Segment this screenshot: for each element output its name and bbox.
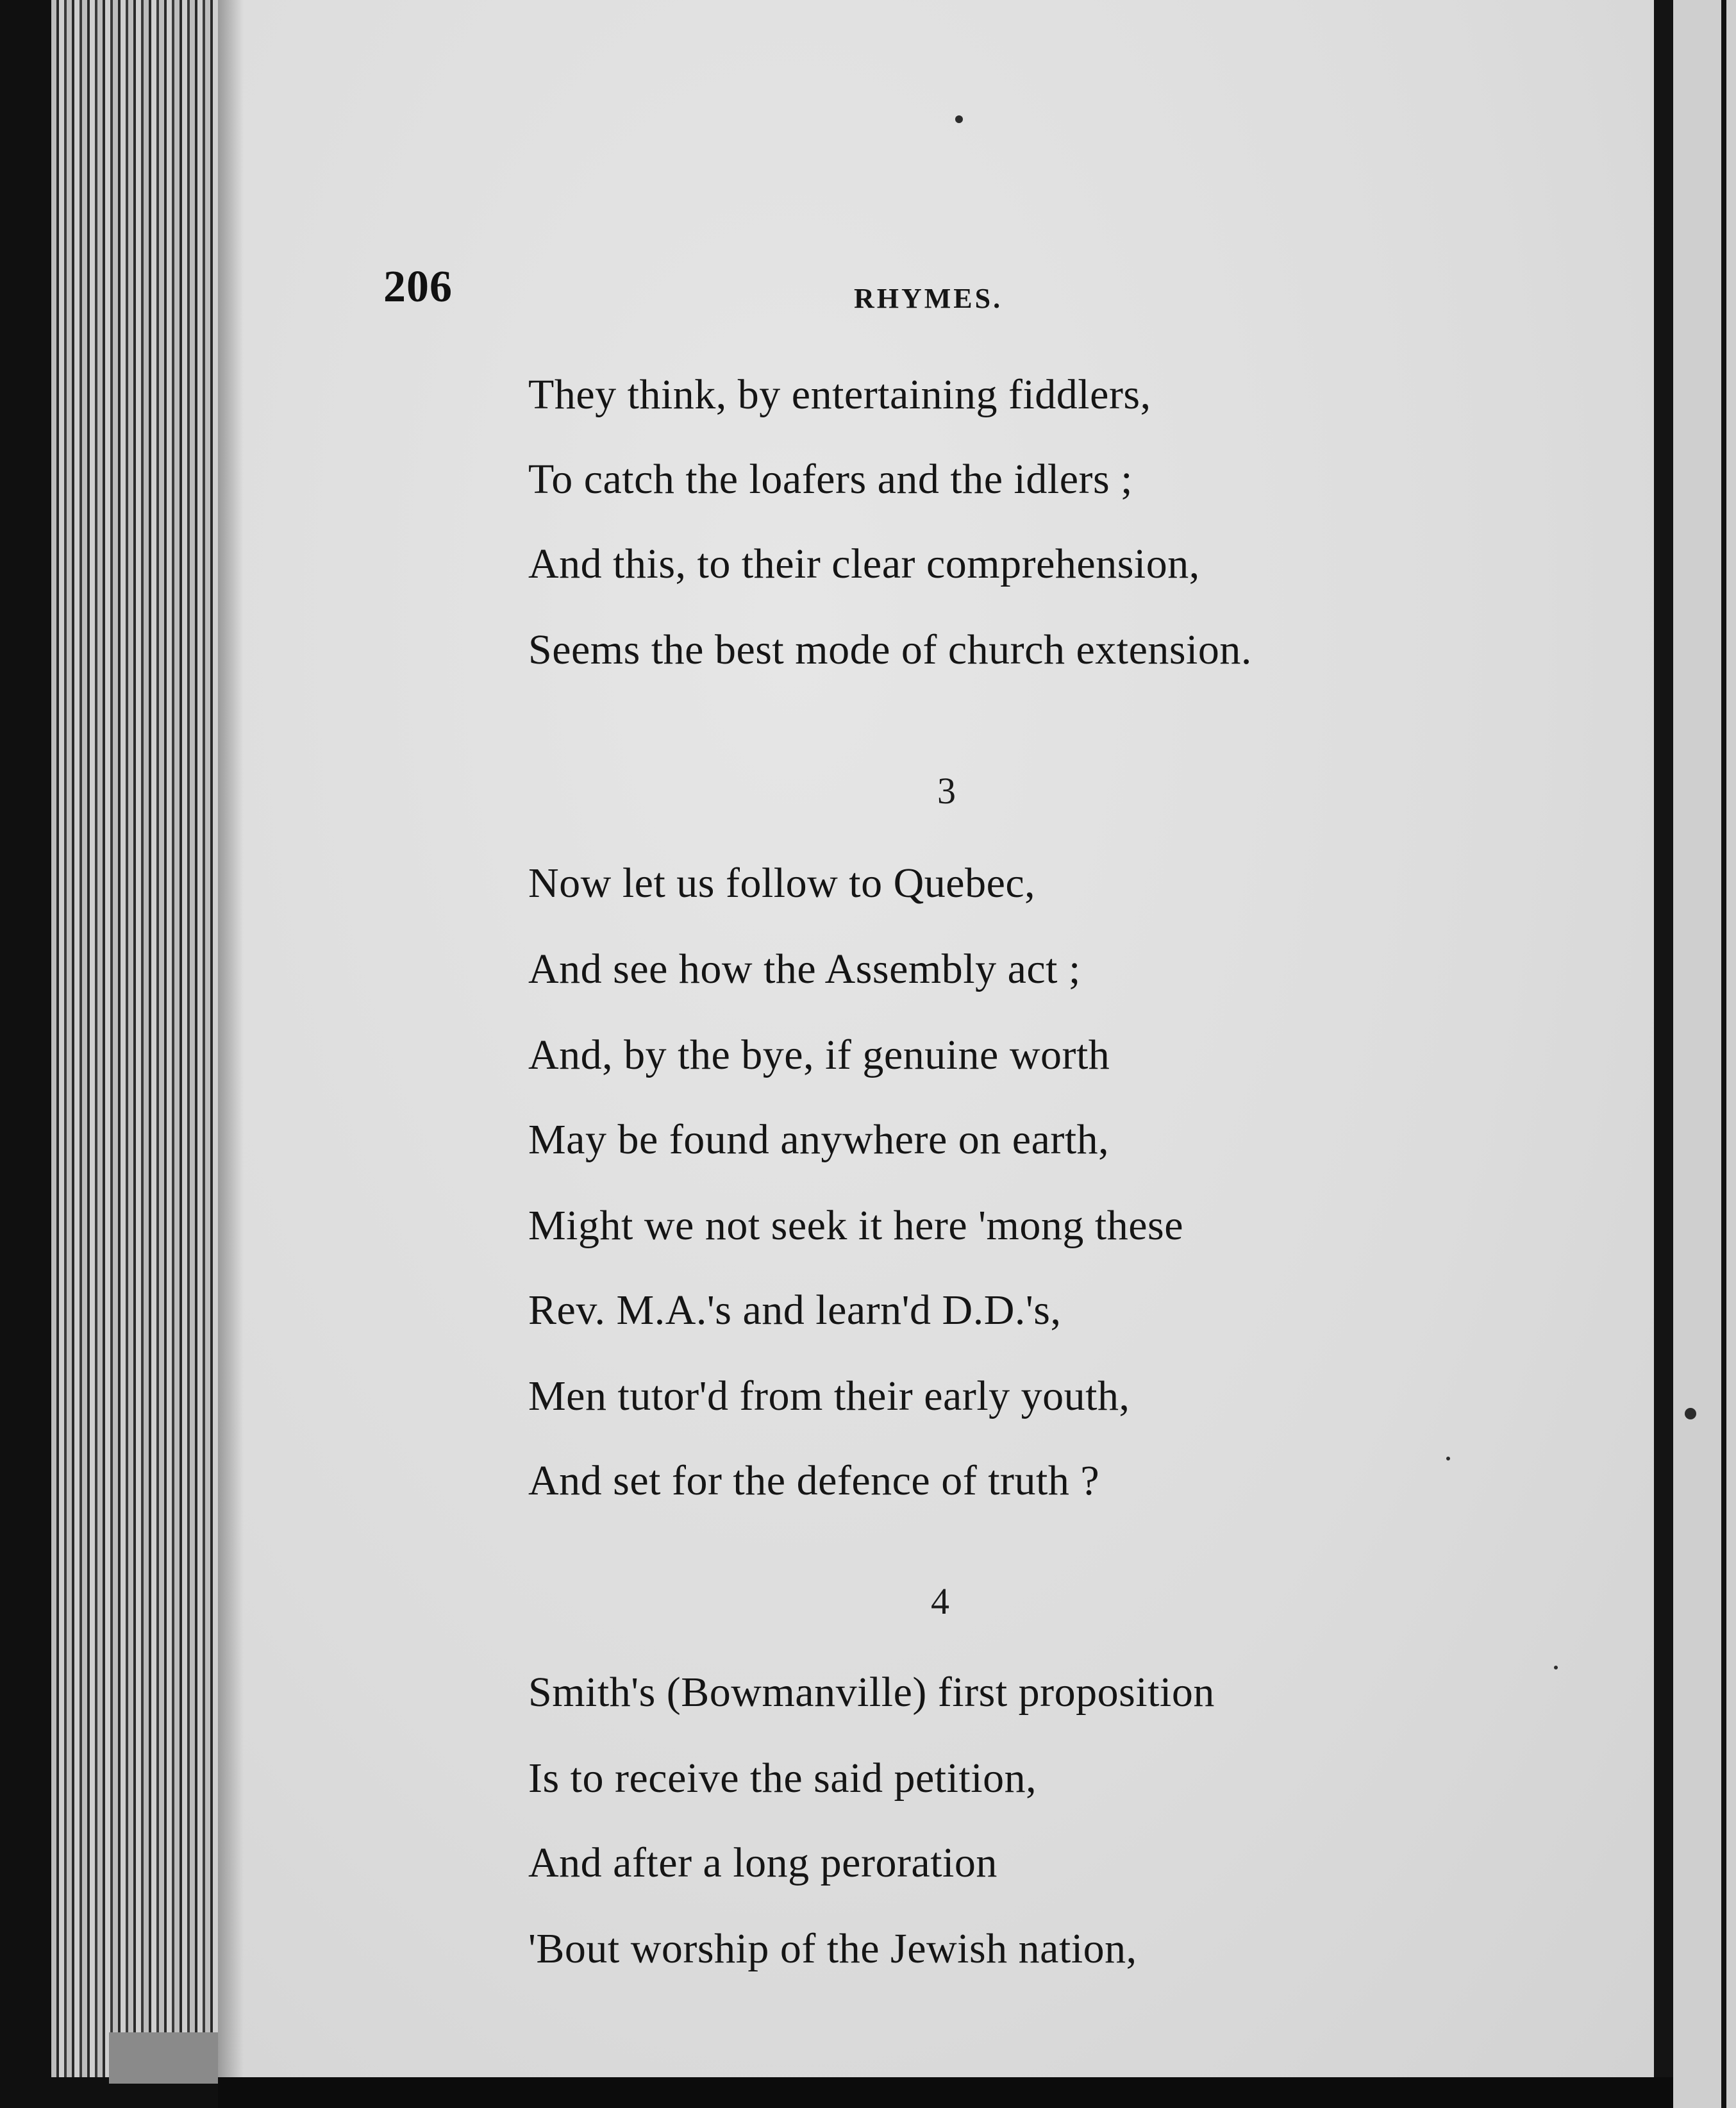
bottom-edge <box>218 2077 1673 2108</box>
verse-line: Might we not seek it here 'mong these <box>528 1202 1184 1249</box>
right-margin-line <box>1721 0 1726 2108</box>
gutter-shadow <box>218 0 244 2077</box>
page-stack-corner <box>109 2032 224 2084</box>
verse-line: And set for the defence of truth ? <box>528 1457 1100 1504</box>
verse-line: They think, by entertaining fiddlers, <box>528 371 1151 418</box>
running-head: RHYMES. <box>854 283 1003 314</box>
stanza-number: 3 <box>937 770 956 812</box>
verse-line: And this, to their clear comprehension, <box>528 540 1200 587</box>
verse-line: And, by the bye, if genuine worth <box>528 1032 1110 1078</box>
verse-line: Rev. M.A.'s and learn'd D.D.'s, <box>528 1287 1062 1334</box>
verse-line: Seems the best mode of church extension. <box>528 626 1252 673</box>
page-number: 206 <box>383 262 453 312</box>
verse-line: And after a long peroration <box>528 1839 997 1886</box>
verse-line: Men tutor'd from their early youth, <box>528 1373 1130 1419</box>
right-page-border <box>1654 0 1673 2108</box>
page-stack-edges <box>51 0 231 2077</box>
right-margin-strip <box>1673 0 1736 2108</box>
stanza-number: 4 <box>931 1580 949 1622</box>
verse-line: 'Bout worship of the Jewish nation, <box>528 1925 1137 1972</box>
verse-line: Now let us follow to Quebec, <box>528 860 1036 907</box>
verse-line: And see how the Assembly act ; <box>528 946 1081 992</box>
verse-line: To catch the loafers and the idlers ; <box>528 456 1133 503</box>
verse-line: Is to receive the said petition, <box>528 1755 1037 1802</box>
verse-line: May be found anywhere on earth, <box>528 1116 1110 1163</box>
verse-line: Smith's (Bowmanville) first proposition <box>528 1669 1215 1716</box>
